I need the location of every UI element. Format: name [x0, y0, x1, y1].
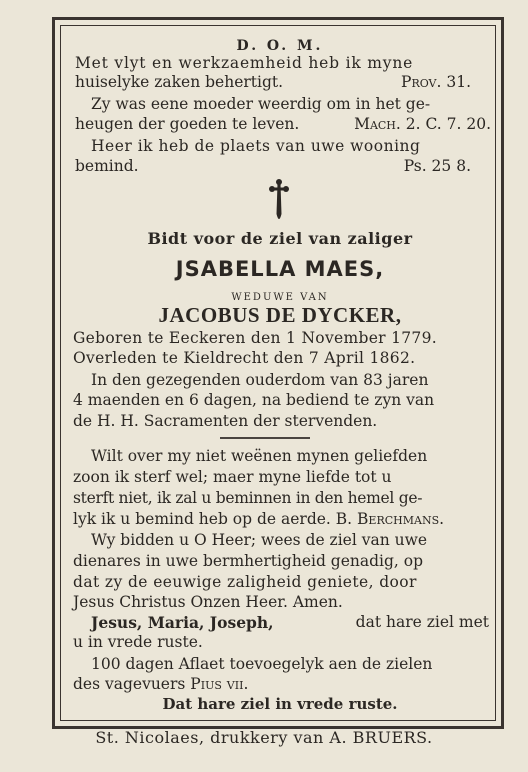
indulgence-line-1: 100 dagen Aflaet toevoegelyk aen de zielen: [91, 655, 433, 673]
verse3-reference: Ps. 25 8.: [403, 157, 471, 175]
quote-line-1: Wilt over my niet weënen mynen geliefden: [91, 447, 428, 465]
verse1-line1: Met vlyt en werkzaemheid heb ik myne: [75, 54, 414, 72]
verse2-reference: Mach. 2. C. 7. 20.: [354, 115, 491, 133]
quote-line-4: [73, 511, 489, 528]
prayer-line-1: Wy bidden u O Heer; wees de ziel van uwe: [91, 531, 428, 549]
age-line-2: 4 maenden en 6 dagen, na bediend te zyn van: [73, 391, 435, 409]
birth-line: Geboren te Eeckeren den 1 November 1779.: [73, 329, 437, 347]
quote-line-2: zoon ik sterf wel; maer myne liefde tot u: [73, 468, 392, 486]
invocation-bold: Jesus, Maria, Joseph,: [91, 613, 274, 632]
indulgence-pope: Pius vii.: [190, 675, 249, 693]
quote-line-3: sterft niet, ik zal u beminnen in den hemel ge-: [73, 489, 423, 507]
verse2-text: heugen der goeden te leven.: [75, 115, 300, 133]
quote-last-text: lyk ik u bemind heb op de aerde.: [73, 510, 331, 528]
indulgence-line-2: [73, 676, 489, 693]
invocation-line-1: [91, 614, 489, 631]
quote-author: B. Berchmans.: [335, 510, 445, 528]
indulgence-text: des vagevuers: [73, 675, 186, 693]
invocation-rest: dat hare ziel met: [355, 613, 489, 631]
verse1-reference: Prov. 31.: [401, 73, 471, 91]
widow-label: WEDUWE VAN: [231, 292, 329, 303]
verse2-line1: Zy was eene moeder weerdig om in het ge-: [91, 95, 431, 113]
divider-rule: [220, 437, 310, 439]
prayer-line-4: Jesus Christus Onzen Heer. Amen.: [73, 593, 343, 611]
cross-icon: [268, 178, 290, 224]
prayer-line-2: dienares in uwe bermhertigheid genadig, op: [73, 552, 424, 570]
verse2-line2: [75, 116, 491, 133]
printer-imprint: St. Nicolaes, drukkery van A. BRUERS.: [95, 728, 433, 747]
husband-name: JACOBUS DE DYCKER,: [158, 303, 402, 327]
age-line-1: In den gezegenden ouderdom van 83 jaren: [91, 371, 429, 389]
verse3-text: bemind.: [75, 157, 139, 175]
invocation-line-2: u in vrede ruste.: [73, 633, 203, 651]
verse3-line1: Heer ik heb de plaets van uwe wooning: [91, 137, 421, 155]
dom-header: D. O. M.: [236, 38, 324, 54]
age-line-3: de H. H. Sacramenten der stervenden.: [73, 412, 378, 430]
deceased-name: JSABELLA MAES,: [175, 257, 385, 281]
verse1-text: huiselyke zaken behertigt.: [75, 73, 284, 91]
death-line: Overleden te Kieldrecht den 7 April 1862.: [73, 349, 416, 367]
closing-line: Dat hare ziel in vrede ruste.: [162, 695, 398, 713]
prayer-line-3: dat zy de eeuwige zaligheid geniete, door: [73, 573, 417, 591]
verse1-line2: [75, 74, 491, 91]
verse3-line2: [75, 158, 491, 175]
prayer-intro: Bidt voor de ziel van zaliger: [147, 229, 413, 248]
